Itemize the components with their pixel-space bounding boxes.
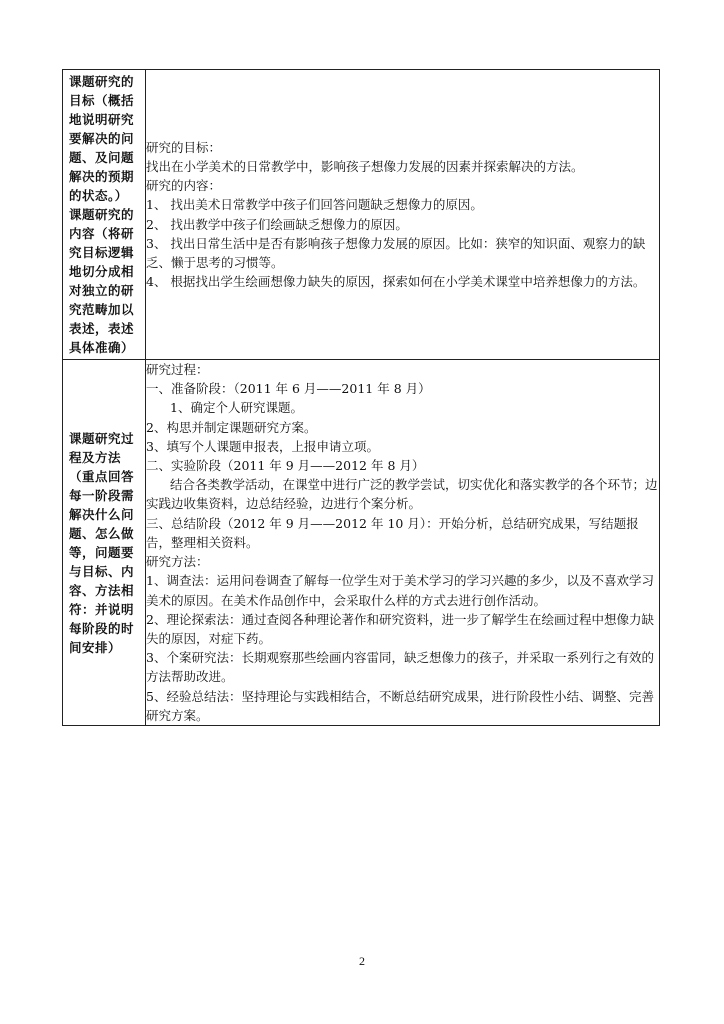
page-number: 2	[359, 954, 365, 968]
stage-1-item: 1、确定个人研究课题。	[170, 400, 303, 416]
stage-2-text: 结合各类教学活动，在课堂中进行广泛的教学尝试，切实优化和落实教学的各个环节；边实践边收集资料，边总结经验，边进行个案分析。	[146, 477, 658, 512]
stage-1-item: 2、构思并制定课题研究方案。	[146, 419, 317, 435]
label-line: 究目标逻辑	[69, 245, 135, 260]
goal-text: 找出在小学美术的日常教学中，影响孩子想像力发展的因素并探索解决的方法。	[146, 158, 584, 174]
label-line: 间安排）	[69, 639, 122, 655]
method-item: 1、调查法：运用问卷调查了解每一位学生对于美术学习的学习兴趣的多少，以及不喜欢学习美术的原因。在美术作品创作中，会采取什么样的方式去进行创作活动。	[146, 573, 654, 608]
goals-content	[146, 138, 659, 292]
label-line: 内容（将研	[69, 226, 135, 241]
label-line: 解决什么问	[69, 506, 135, 522]
label-line: 的状态。）	[69, 188, 128, 203]
label-line: （重点回答	[69, 468, 135, 484]
label-line: 具体准确）	[69, 340, 135, 355]
table-row-process-methods	[63, 360, 660, 726]
content-item: 4、 根据找出学生绘画想像力缺失的原因，探索如何在小学美术课堂中培养想像力的方法。	[146, 274, 646, 290]
label-line: 地说明研究	[69, 112, 135, 127]
stage-1-heading: 一、准备阶段：（2011 年 6 月——2011 年 8 月）	[146, 381, 431, 397]
label-line: 等，问题要	[69, 544, 135, 560]
content-item: 1、 找出美术日常教学中孩子们回答问题缺乏想像力的原因。	[146, 197, 483, 213]
row-label-process-text	[63, 427, 145, 659]
process-content-cell	[146, 360, 660, 726]
research-plan-table	[62, 69, 660, 726]
goal-heading: 研究的目标：	[146, 139, 222, 155]
label-line: 题、及问题	[69, 150, 135, 165]
method-item: 3、个案研究法：长期观察那些绘画内容雷同，缺乏想像力的孩子，并采取一系列行之有效的方法帮助改进。	[146, 650, 654, 685]
label-line: 每一阶段需	[69, 487, 135, 503]
label-line: 地切分成相	[69, 264, 135, 279]
content-item: 3、 找出日常生活中是否有影响孩子想像力发展的原因。比如：狭窄的知识面、观察力的缺乏、懒于思考的习惯等。	[146, 235, 646, 270]
content-item: 2、 找出教学中孩子们绘画缺乏想像力的原因。	[146, 216, 408, 232]
method-item: 2、理论探索法：通过查阅各种理论著作和研究资料，进一步了解学生在绘画过程中想像力缺失的原因，对症下药。	[146, 611, 654, 646]
label-line: 容、方法相	[69, 582, 135, 598]
methods-heading: 研究方法：	[146, 554, 209, 570]
process-content	[146, 360, 659, 725]
table-row-goals-content	[63, 70, 660, 360]
label-line: 要解决的问	[69, 131, 135, 146]
label-line: 表述，表述	[69, 321, 135, 336]
stage-2-heading: 二、实验阶段（2011 年 9 月——2012 年 8 月）	[146, 458, 425, 474]
stage-3-text: 三、总结阶段（2012 年 9 月——2012 年 10 月）：开始分析，总结研究成果，写结题报告，整理相关资料。	[146, 515, 639, 550]
content-heading: 研究的内容：	[146, 178, 222, 194]
label-line: 程及方法	[69, 449, 122, 465]
label-line: 题、怎么做	[69, 525, 135, 541]
row-label-goals-text	[63, 70, 145, 359]
label-line: 课题研究的	[69, 207, 135, 222]
label-line: 与目标、内	[69, 563, 135, 579]
goals-content-cell	[146, 70, 660, 360]
label-line: 对独立的研	[69, 283, 135, 298]
label-line: 究范畴加以	[69, 302, 135, 317]
label-line: 课题研究的	[69, 74, 135, 89]
method-item: 5、经验总结法：坚持理论与实践相结合，不断总结研究成果，进行阶段性小结、调整、完善研究方案。	[146, 688, 654, 723]
stage-1-item: 3、填写个人课题申报表，上报申请立项。	[146, 438, 379, 454]
row-label-process	[63, 360, 146, 726]
label-line: 目标（概括	[69, 93, 135, 108]
label-line: 课题研究过	[69, 430, 135, 446]
row-label-goals	[63, 70, 146, 360]
label-line: 符：并说明	[69, 601, 135, 617]
label-line: 每阶段的时	[69, 620, 135, 636]
label-line: 解决的预期	[69, 169, 135, 184]
process-heading: 研究过程：	[146, 362, 209, 378]
